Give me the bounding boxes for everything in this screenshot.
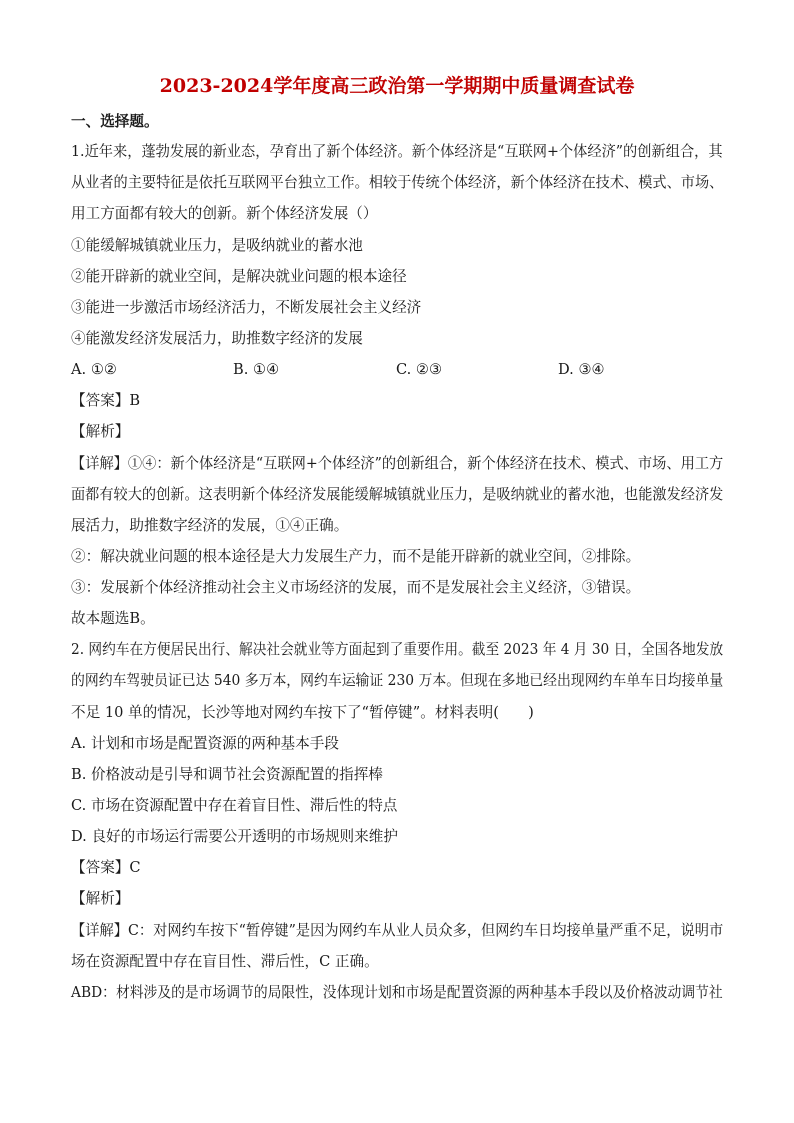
q2-option-a: A. 计划和市场是配置资源的两种基本手段 <box>71 735 339 752</box>
q2-option-b: B. 价格波动是引导和调节社会资源配置的指挥棒 <box>71 766 383 783</box>
q2-analysis-label: 【解析】 <box>71 890 130 907</box>
q1-statement: ③能进一步激活市场经济活力，不断发展社会主义经济 <box>71 299 422 316</box>
q2-answer: 【答案】C <box>71 859 141 876</box>
q2-option-d: D. 良好的市场运行需要公开透明的市场规则来维护 <box>71 828 398 845</box>
q2-stem-line: 不足 10 单的情况，长沙等地对网约车按下了“暂停键”。材料表明( ) <box>71 704 534 721</box>
q1-stem-line: 1.近年来，蓬勃发展的新业态，孕育出了新个体经济。新个体经济是“互联网+个体经济”的创新组合，其 <box>71 143 723 160</box>
q1-stem-line: 用工方面都有较大的创新。新个体经济发展（） <box>71 205 378 222</box>
q1-analysis-line: 故本题选B。 <box>71 610 155 627</box>
q1-answer: 【答案】B <box>71 392 141 409</box>
page-title: 2023-2024学年度高三政治第一学期期中质量调查试卷 <box>159 75 635 97</box>
q1-statement: ②能开辟新的就业空间，是解决就业问题的根本途径 <box>71 268 407 285</box>
q1-analysis-line: 展活力，助推数字经济的发展，①④正确。 <box>71 517 349 534</box>
section-heading: 一、选择题。 <box>71 113 159 130</box>
q1-option-c: C. ②③ <box>396 361 443 378</box>
q2-analysis-line: 【详解】C：对网约车按下“暂停键”是因为网约车从业人员众多，但网约车日均接单量严重不足，说明市 <box>71 922 724 939</box>
q1-stem-line: 从业者的主要特征是依托互联网平台独立工作。相较于传统个体经济，新个体经济在技术、模式、市场、 <box>71 174 724 191</box>
q1-analysis-line: 面都有较大的创新。这表明新个体经济发展能缓解城镇就业压力，是吸纳就业的蓄水池，也能激发经济发 <box>71 486 724 503</box>
q1-option-b: B. ①④ <box>233 361 280 378</box>
q1-analysis-line: 【详解】①④：新个体经济是“互联网+个体经济”的创新组合，新个体经济在技术、模式、市场、用工方 <box>71 455 724 472</box>
q2-analysis-line: 场在资源配置中存在盲目性、滞后性，C 正确。 <box>71 953 379 970</box>
q1-analysis-line: ③：发展新个体经济推动社会主义市场经济的发展，而不是发展社会主义经济，③错误。 <box>71 579 641 596</box>
q1-statement: ①能缓解城镇就业压力，是吸纳就业的蓄水池 <box>71 237 363 254</box>
q1-analysis-line: ②：解决就业问题的根本途径是大力发展生产力，而不是能开辟新的就业空间，②排除。 <box>71 548 641 565</box>
q2-analysis-line: ABD：材料涉及的是市场调节的局限性，没体现计划和市场是配置资源的两种基本手段以及价格波动调节社 <box>71 984 723 1001</box>
q1-option-d: D. ③④ <box>558 361 605 378</box>
q1-option-a: A. ①② <box>71 361 117 378</box>
q1-analysis-label: 【解析】 <box>71 423 130 440</box>
q2-stem-line: 的网约车驾驶员证已达 540 多万本，网约车运输证 230 万本。但现在多地已经出现网约车单车日均接单量 <box>71 672 724 689</box>
q1-statement: ④能激发经济发展活力，助推数字经济的发展 <box>71 330 363 347</box>
q2-stem-line: 2. 网约车在方便居民出行、解决社会就业等方面起到了重要作用。截至 2023 年 4 月 30 日，全国各地发放 <box>71 641 724 658</box>
q2-option-c: C. 市场在资源配置中存在着盲目性、滞后性的特点 <box>71 797 398 814</box>
